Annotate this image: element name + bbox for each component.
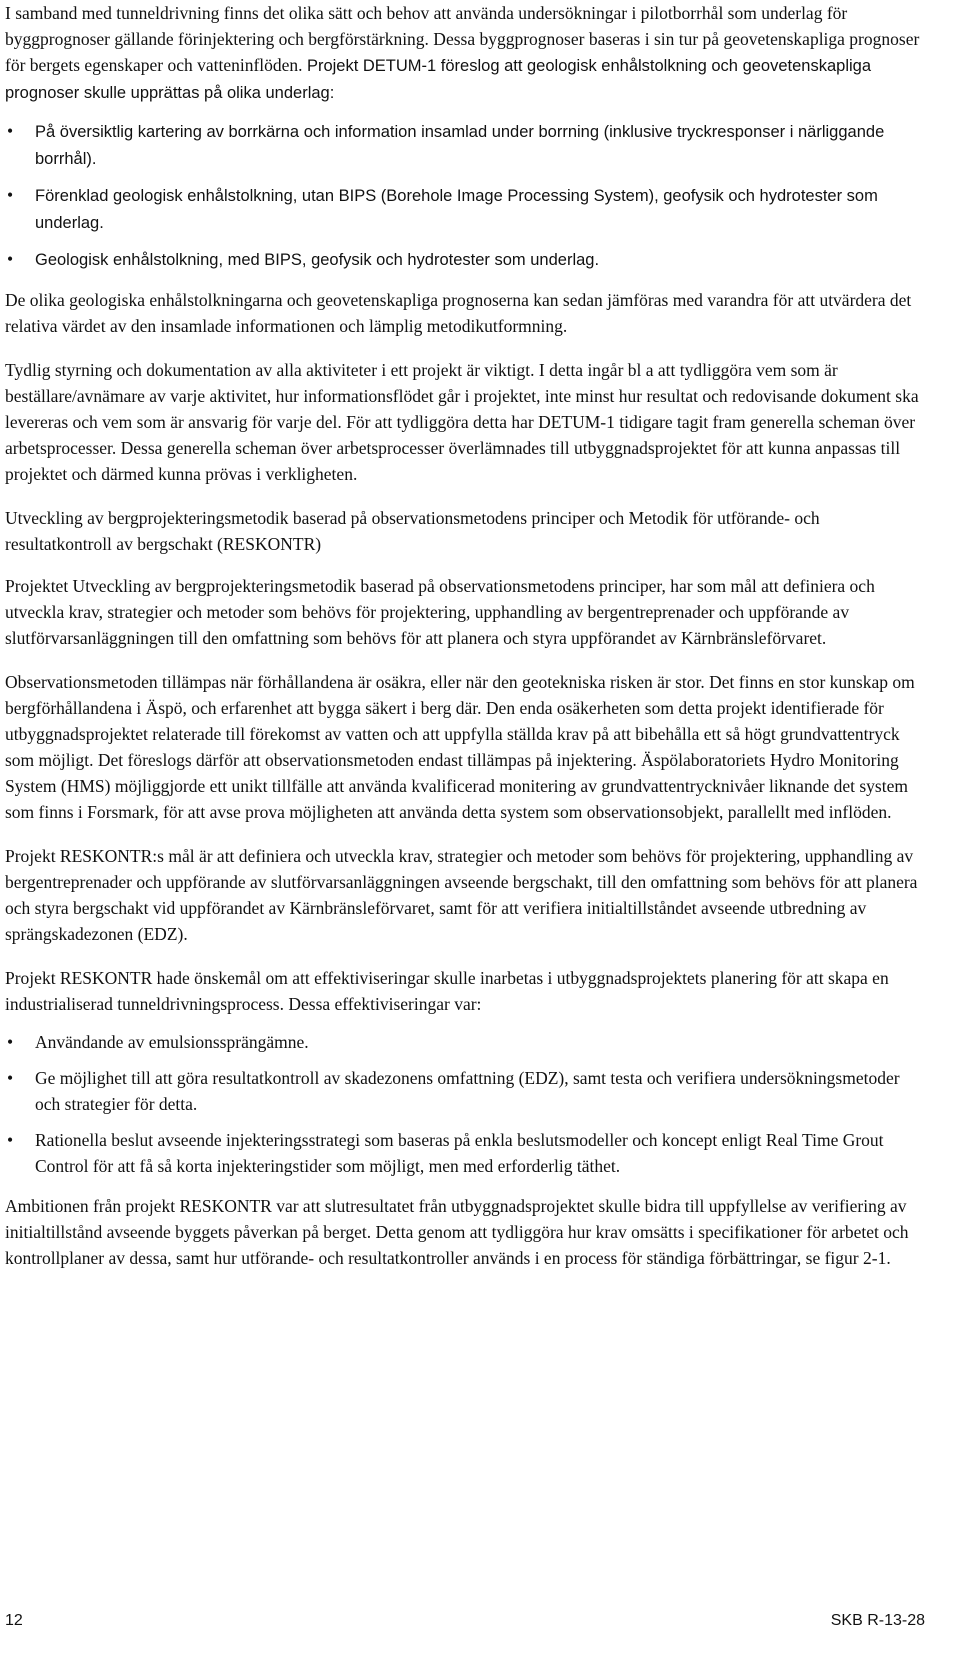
paragraph-reskontr-mal: Projekt RESKONTR:s mål är att definiera och utveckla krav, strategier och metoder som behövs för projektering, upphandling av bergentreprenader och uppförande av slutförvarsanläggningen avseende bergschakt, till den omfattning som behövs för att planera och styra bergschakt vid uppförandet av Kärnbränsleförvaret, samt för att verifiera initialtillståndet avseende utbredning av sprängskadezonen (EDZ). xyxy=(5,846,918,944)
document-page xyxy=(5,0,925,1289)
page-number: 12 xyxy=(5,1612,23,1629)
list-item: • Ge möjlighet till att göra resultatkontroll av skadezonens omfattning (EDZ), samt testa och verifiera undersökningsmetoder och strategier för detta. xyxy=(5,1065,925,1117)
list-item: • På översiktlig kartering av borrkärna och information insamlad under borrning (inklusive tryckresponser i närliggande borrhål). xyxy=(5,118,925,172)
list-item: • Användande av emulsionssprängämne. xyxy=(5,1029,925,1055)
bullet-icon: • xyxy=(7,1032,14,1052)
paragraph-reskontr-onskemal: Projekt RESKONTR hade önskemål om att effektiviseringar skulle inarbetas i utbyggnadsprojektets planering för att skapa en industrialiserad tunneldrivningsprocess. Dessa effektiviseringar var: xyxy=(5,968,889,1014)
list-item: • Rationella beslut avseende injekteringsstrategi som baseras på enkla beslutsmodeller och koncept enligt Real Time Grout Control för att få så korta injekteringstider som möjligt, men med erforderlig täthet. xyxy=(5,1127,925,1179)
list-item: • Geologisk enhålstolkning, med BIPS, geofysik och hydrotester som underlag. xyxy=(5,246,925,273)
page-footer xyxy=(5,1612,925,1638)
paragraph-observationsmetoden: Observationsmetoden tillämpas när förhållandena är osäkra, eller när den geotekniska risken är stor. Det finns en stor kunskap om bergförhållandena i Äspö, och erfarenhet att bygga säkert i berg där. Den enda osäkerheten som detta projekt identifierade för utbyggnadsprojektet relaterade till förekomst av vatten och att uppfylla ställda krav på att bibehålla ett så högt grundvattentryck som möjligt. Det föreslogs därför att observationsmetoden endast tillämpas på injektering. Äspölaboratoriets Hydro Monitoring System (HMS) möjliggjorde ett unikt tillfälle att använda kvalificerad monitering av grundvattentrycknivåer liknande det system som finns i Forsmark, för att avse prova möjligheten att använda detta system som observationsobjekt, parallellt med inflöden. xyxy=(5,672,915,822)
bullet-icon: • xyxy=(7,1068,14,1088)
section-heading: Utveckling av bergprojekteringsmetodik baserad på observationsmetodens principer och Metodik för utförande- och resultatkontroll av bergschakt (RESKONTR) xyxy=(5,508,820,554)
paragraph-jamforelse: De olika geologiska enhålstolkningarna och geovetenskapliga prognoserna kan sedan jämföras med varandra för att utvärdera det relativa värdet av den insamlade informationen och lämplig metodikutformning. xyxy=(5,290,912,336)
underlag-list xyxy=(5,118,925,273)
bullet-icon: • xyxy=(7,121,14,141)
paragraph-styrning: Tydlig styrning och dokumentation av alla aktiviteter i ett projekt är viktigt. I detta ingår bl a att tydliggöra vem som är beställare/avnämare av varje aktivitet, hur informationsflödet går i projektet, inte minst hur resultat och redovisande dokument ska levereras och vem som är ansvarig för varje del. För att tydliggöra detta har DETUM-1 tidigare tagit fram generella scheman över arbetsprocesser. Dessa generella scheman över arbetsprocesser överlämnades till utbyggnadsprojektet för att kunna anpassas till projektet och därmed kunna prövas i verkligheten. xyxy=(5,360,919,484)
report-id: SKB R-13-28 xyxy=(830,1612,925,1629)
intro-paragraph xyxy=(5,0,925,106)
paragraph-projektet: Projektet Utveckling av bergprojekteringsmetodik baserad på observationsmetodens principer, har som mål att definiera och utveckla krav, strategier och metoder som behövs för projektering, upphandling av bergentreprenader och uppförande av slutförvarsanläggningen till den omfattning som behövs för att planera och styra uppförandet av Kärnbränsleförvaret. xyxy=(5,576,875,648)
list-item: • Förenklad geologisk enhålstolkning, utan BIPS (Borehole Image Processing System), geofysik och hydrotester som underlag. xyxy=(5,182,925,236)
bullet-icon: • xyxy=(7,249,14,269)
paragraph-ambitionen: Ambitionen från projekt RESKONTR var att slutresultatet från utbyggnadsprojektet skulle bidra till uppfyllelse av verifiering av initialtillstånd avseende byggets påverkan på berget. Detta genom att tydliggöra hur krav omsätts i specifikationer för arbetet och kontrollplaner av dessa, samt hur utförande- och resultatkontroller används i en process för ständiga förbättringar, se figur 2-1. xyxy=(5,1196,909,1268)
bullet-icon: • xyxy=(7,1130,14,1150)
effektiviseringar-list xyxy=(5,1029,925,1179)
intro-text-sans: Projekt DETUM-1 föreslog att geologisk enhålstolkning och geovetenskapliga prognoser skulle upprättas på olika underlag: xyxy=(5,57,871,102)
intro-text: I samband med tunneldrivning finns det olika sätt och behov att använda undersökningar i pilotborrhål som underlag för byggprognoser gällande förinjektering och bergförstärkning. Dessa byggprognoser baseras i sin tur på geovetenskapliga prognoser för bergets egenskaper och vatteninflöden. xyxy=(5,3,920,75)
bullet-icon: • xyxy=(7,185,14,205)
